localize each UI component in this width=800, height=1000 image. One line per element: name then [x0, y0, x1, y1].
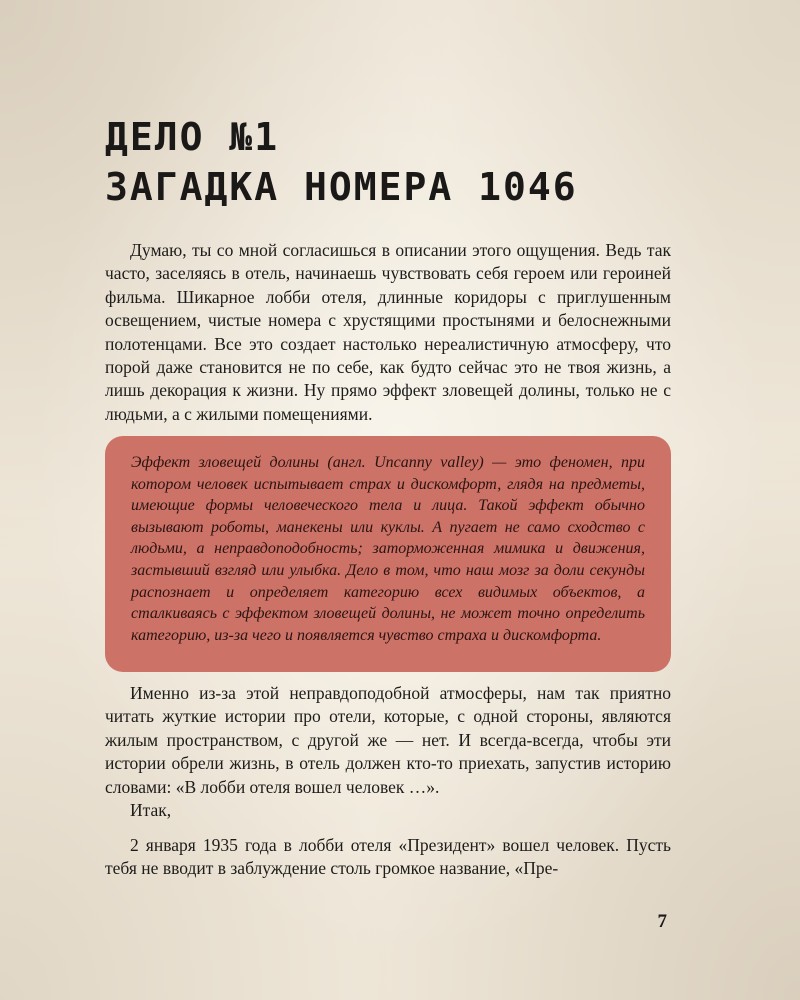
page-number: 7	[657, 911, 667, 932]
itak-paragraph: Итак,	[130, 800, 172, 820]
intro-paragraph-block	[105, 239, 671, 426]
itak-paragraph-block	[105, 799, 671, 822]
date-paragraph-block	[105, 834, 671, 881]
chapter-title	[105, 112, 578, 212]
callout-text: Эффект зловещей долины (англ. Uncanny valley) — это феномен, при котором человек испытывает страх и дискомфорт, глядя на предметы, имеющие формы человеческого тела и лица. Такой эффект обычно вызывают роботы, манекены или куклы. А пугает не само сходство с людьми, а неправдоподобность; заторможенная мимика и движения, застывший взгляд или улыбка. Дело в том, что наш мозг за доли секунды распознает и определяет категорию всех видимых объектов, а сталкиваясь с эффектом зловещей долины, не может точно определить категорию, из-за чего и появляется чувство страха и дискомфорта.	[131, 454, 645, 644]
uncanny-valley-callout	[105, 436, 671, 672]
after-callout-paragraph: Именно из-за этой неправдоподобной атмосферы, нам так приятно читать жуткие истории про отели, которые, с одной стороны, являются жилым пространством, с другой же — нет. И всегда-всегда, чтобы эти истории обрели жизнь, в отель должен кто-то приехать, запустив историю словами: «В лобби отеля вошел человек …».	[105, 683, 671, 797]
chapter-title-line-1: ДЕЛО №1	[105, 115, 280, 159]
chapter-title-line-2: ЗАГАДКА НОМЕРА 1046	[105, 165, 578, 209]
date-paragraph: 2 января 1935 года в лобби отеля «Президент» вошел человек. Пусть тебя не вводит в заблуждение столь громкое название, «Пре-	[105, 835, 671, 879]
intro-paragraph: Думаю, ты со мной согласишься в описании этого ощущения. Ведь так часто, заселяясь в отель, начинаешь чувствовать себя героем или героиней фильма. Шикарное лобби отеля, длинные коридоры с приглушенным освещением, чистые номера с хрустящими простынями и белоснежными полотенцами. Все это создает настолько нереалистичную атмосферу, что порой даже становится не по себе, как будто сейчас это не твоя жизнь, а лишь декорация к жизни. Ну прямо эффект зловещей долины, только не с людьми, а с жилыми помещениями.	[105, 240, 671, 424]
after-callout-paragraph-block	[105, 682, 671, 799]
